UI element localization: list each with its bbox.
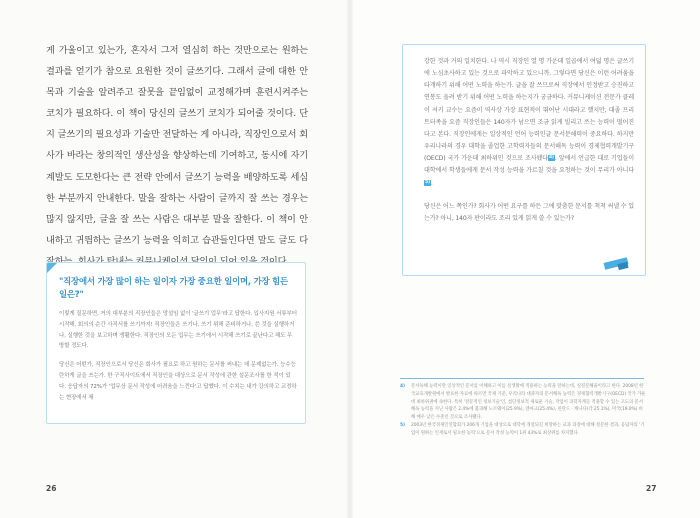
footnote-number: 4) — [400, 384, 405, 389]
footnote-item — [400, 383, 646, 422]
question-callout-box — [46, 262, 306, 424]
box-paragraph — [424, 56, 634, 190]
footnote-divider — [400, 378, 644, 379]
book-gutter — [346, 0, 354, 518]
footnote-text: 2003년 한국경제인연합회가 206개 기업을 대상으로 대학에 개설되길 희망하는 교과 과정에 대해 설문한 결과, 응답자의 '기업이 원하는 인재로서 필요한 능력'으로 문서 작성 능력이 1위 43%로 최상위를 차지했다. — [411, 422, 645, 436]
footnote-item — [400, 422, 646, 438]
footnote-number: 5) — [400, 422, 405, 428]
box-text-run: 당신은 어느 쪽인가? 회사가 어떤 요구를 하든 그에 맞춤한 문서를 척척 써낼 수 있는가? 아니, 140자 판이라도 조리 있게 읽게 쓸 수 있는가? — [424, 202, 634, 222]
left-body-text — [46, 40, 308, 272]
box-text-run: . 앞에서 언급한 대로 기업들이 대학에서 학생들에게 문서 작성 능력을 가르칠 것을 요청하는 것이 무리가 아니다 — [424, 155, 635, 175]
box-paragraph — [424, 201, 634, 225]
callout-paragraph: 이렇게 질문하면, 거의 대부분의 직장인들은 망설임 없이 '글쓰기 업무'라고 답한다. 입사지원 서류부터 시작해, 회의의 순간 사직서를 쓰기까지! 직장인들은 쓰기나, 쓰기 위해 준비하거나, 쓴 것을 실행하거나, 실행한 것을 보고하며 생활한다. 직장인의 모든 업무는 쓰기에서 시작해 쓰기로 끝난다고 해도 무방할 정도다. — [59, 311, 297, 350]
highlight-box-text — [424, 56, 634, 236]
footnotes — [400, 383, 646, 438]
callout-question: "직장에서 가장 많이 하는 일이자 가장 중요한 일이며, 가장 힘든 일은?" — [59, 276, 288, 299]
callout-body — [59, 309, 297, 411]
box-text-run: . — [430, 179, 433, 187]
footnote-ref-4[interactable]: 4) — [548, 155, 554, 161]
callout-corner-mark — [47, 263, 57, 273]
footnote-text: 문서독해 능력이란 일상적인 문서를 이해하고 이를 실생활에 적용하는 능력을 말하는데, 실질문해율이라고 한다. 2008년 한국교육개발원에서 발표한 자료에 따르면 국제 기준, 우리나라 대졸자의 문서해독 능력은 경제협력개발기구(OECD) 국가 가운데 최하위권에 속한다. 특히 '전문적인 정보기술'인, 첨단정보적 새로운 기술, 작업이 과학자계들 적용할 수 있는 고도의 문서해독 능력을 지닌 사람은 2.4%에 불과해 노르웨이(25.9%), 덴마크(25.4%), 핀란드 · 캐나다(각 25.1%), 미국(19.0%) 비해 매우 낮은 수준인 것으로 조사됐다. — [411, 384, 646, 421]
page-number-left: 26 — [46, 484, 57, 493]
page-number-right: 27 — [646, 484, 657, 493]
footnote-ref-5[interactable]: 5) — [425, 179, 430, 185]
body-paragraph: 게 가울이고 있는가, 혼자서 그저 열심히 하는 것만으로는 원하는 결과를 얻기가 참으로 요원한 것이 글쓰기다. 그래서 글에 대한 안목과 기술을 알려주고 잘못을 끝임없이 교정해가며 훈련시켜주는 코치가 필요하다. 이 책이 당신의 글쓰기 코치가 되어줄 것이다. 단지 글쓰기의 필요성과 기술만 전달하는 게 아니라, 직장인으로서 회사가 바라는 창의적인 생산성을 향상하는데 기여하고, 동시에 자기계발도 도모한다는 큰 전략 안에서 글쓰기 능력을 배양하도록 세심한 부분까지 안내한다. 말을 잘하는 사람이 글까지 잘 쓰는 경우는 많지 않지만, 글을 잘 쓰는 사람은 대부분 말을 잘한다. 이 책이 안내하고 귀띔하는 글쓰기 능력을 익히고 습관들인다면 말도 글도 다 — [46, 45, 308, 246]
callout-paragraph: 당신은 어떤가, 직장인으로서 당신은 회사가 필요로 하고 원하는 문서를 써내는 데 문제없는가. 능수능란하게 글을 쓰는가. 한 구직사이트에서 직장인을 대상으로 문서 작성에 관한 설문조사를 한 적이 있다. 응답자의 72%가 '업무상 문서 작성에 어려움을 느낀다'고 답했다. 이 수치는 내가 강의하고 교정하는 현장에서 체 — [59, 362, 297, 401]
box-text-run: 강한 것과 거의 일치한다. 나 역시 직장인 열 명 가운데 일곱에서 여덟 명은 글쓰기에 노심초사하고 있는 것으로 파악하고 있으니까. 그렇다면 당신은 이런 어려움을 타개하기 위해 어떤 노력을 하는가. 글을 잘 쓰므로써 직장에서 인정받고 승진하고 연봉도 올려 받기 위해 어떤 노력을 하는지가 궁금하다. 커뮤니케이션 전문가 클레이 셔키 교수는 요즘이 역사상 가장 표현적이 뛰어난 시대라고 했지만, 대졸 프리트터족을 요즘 직장인들은 140자가 넘으면 조금 읽게 빌리고 쓰는 능력이 떨어진다고 본다. 직장인에게는 일상적인 언어 능력인글 문서문해력이 중요하다. 하지만 우리나라의 경우 대학을 졸업한 고학력자들의 문서해독 능력이 경제협력개발기구(OECD) 국가 가운데 최하위인 것으로 조사됐다 — [424, 58, 634, 163]
